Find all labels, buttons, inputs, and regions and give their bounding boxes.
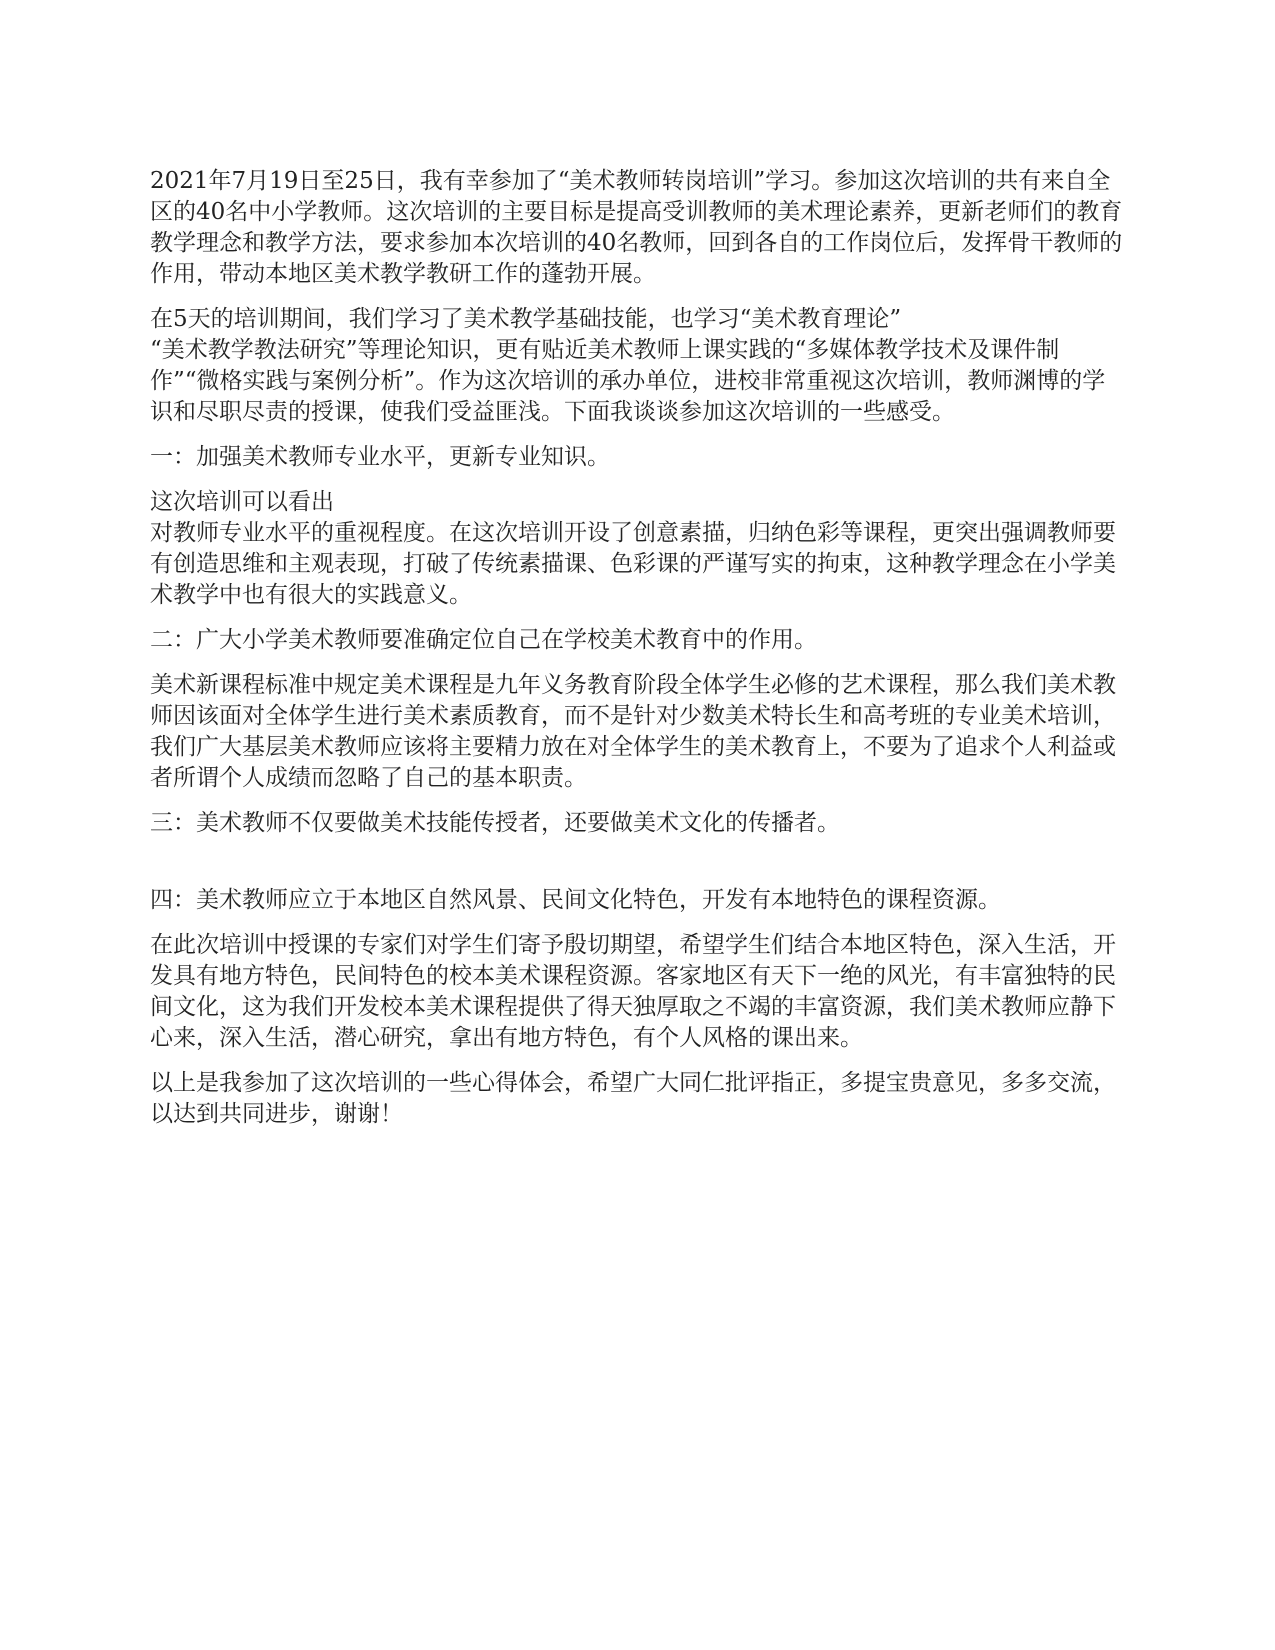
document-body — [150, 166, 1125, 1144]
paragraph-point-one: 这次培训可以看出 对教师专业水平的重视程度。在这次培训开设了创意素描，归纳色彩等课程，更突出强调教师要有创造思维和主观表现，打破了传统素描课、色彩课的严谨写实的拘束，这种教学理念在小学美术教学中也有很大的实践意义。 — [150, 489, 1116, 608]
heading-point-one: 一：加强美术教师专业水平，更新专业知识。 — [150, 444, 610, 470]
heading-point-three: 三：美术教师不仅要做美术技能传授者，还要做美术文化的传播者。 — [150, 810, 840, 836]
paragraph-point-two: 美术新课程标准中规定美术课程是九年义务教育阶段全体学生必修的艺术课程，那么我们美术教师因该面对全体学生进行美术素质教育，而不是针对少数美术特长生和高考班的专业美术培训，我们广大基层美术教师应该将主要精力放在对全体学生的美术教育上，不要为了追求个人利益或者所谓个人成绩而忽略了自己的基本职责。 — [150, 672, 1116, 791]
paragraph-intro: 2021年7月19日至25日，我有幸参加了“美术教师转岗培训”学习。参加这次培训的共有来自全区的40名中小学教师。这次培训的主要目标是提高受训教师的美术理论素养，更新老师们的教育教学理念和教学方法，要求参加本次培训的40名教师，回到各自的工作岗位后，发挥骨干教师的作用，带动本地区美术教学教研工作的蓬勃开展。 — [150, 168, 1123, 287]
paragraph-training-period: 在5天的培训期间，我们学习了美术教学基础技能，也学习“美术教育理论” “美术教学教法研究”等理论知识，更有贴近美术教师上课实践的“多媒体教学技术及课件制作”“微格实践与案例分析”。作为这次培训的承办单位，进校非常重视这次培训，教师渊博的学识和尽职尽责的授课，使我们受益匪浅。下面我谈谈参加这次培训的一些感受。 — [150, 306, 1106, 425]
paragraph-point-four: 在此次培训中授课的专家们对学生们寄予殷切期望，希望学生们结合本地区特色，深入生活，开发具有地方特色，民间特色的校本美术课程资源。客家地区有天下一绝的风光，有丰富独特的民间文化，这为我们开发校本美术课程提供了得天独厚取之不竭的丰富资源，我们美术教师应静下心来，深入生活，潜心研究，拿出有地方特色，有个人风格的课出来。 — [150, 932, 1116, 1051]
heading-point-four: 四：美术教师应立于本地区自然风景、民间文化特色，开发有本地特色的课程资源。 — [150, 887, 1001, 913]
paragraph-conclusion: 以上是我参加了这次培训的一些心得体会，希望广大同仁批评指正，多提宝贵意见，多多交流，以达到共同进步，谢谢！ — [150, 1070, 1116, 1127]
heading-point-two: 二：广大小学美术教师要准确定位自己在学校美术教育中的作用。 — [150, 627, 817, 653]
